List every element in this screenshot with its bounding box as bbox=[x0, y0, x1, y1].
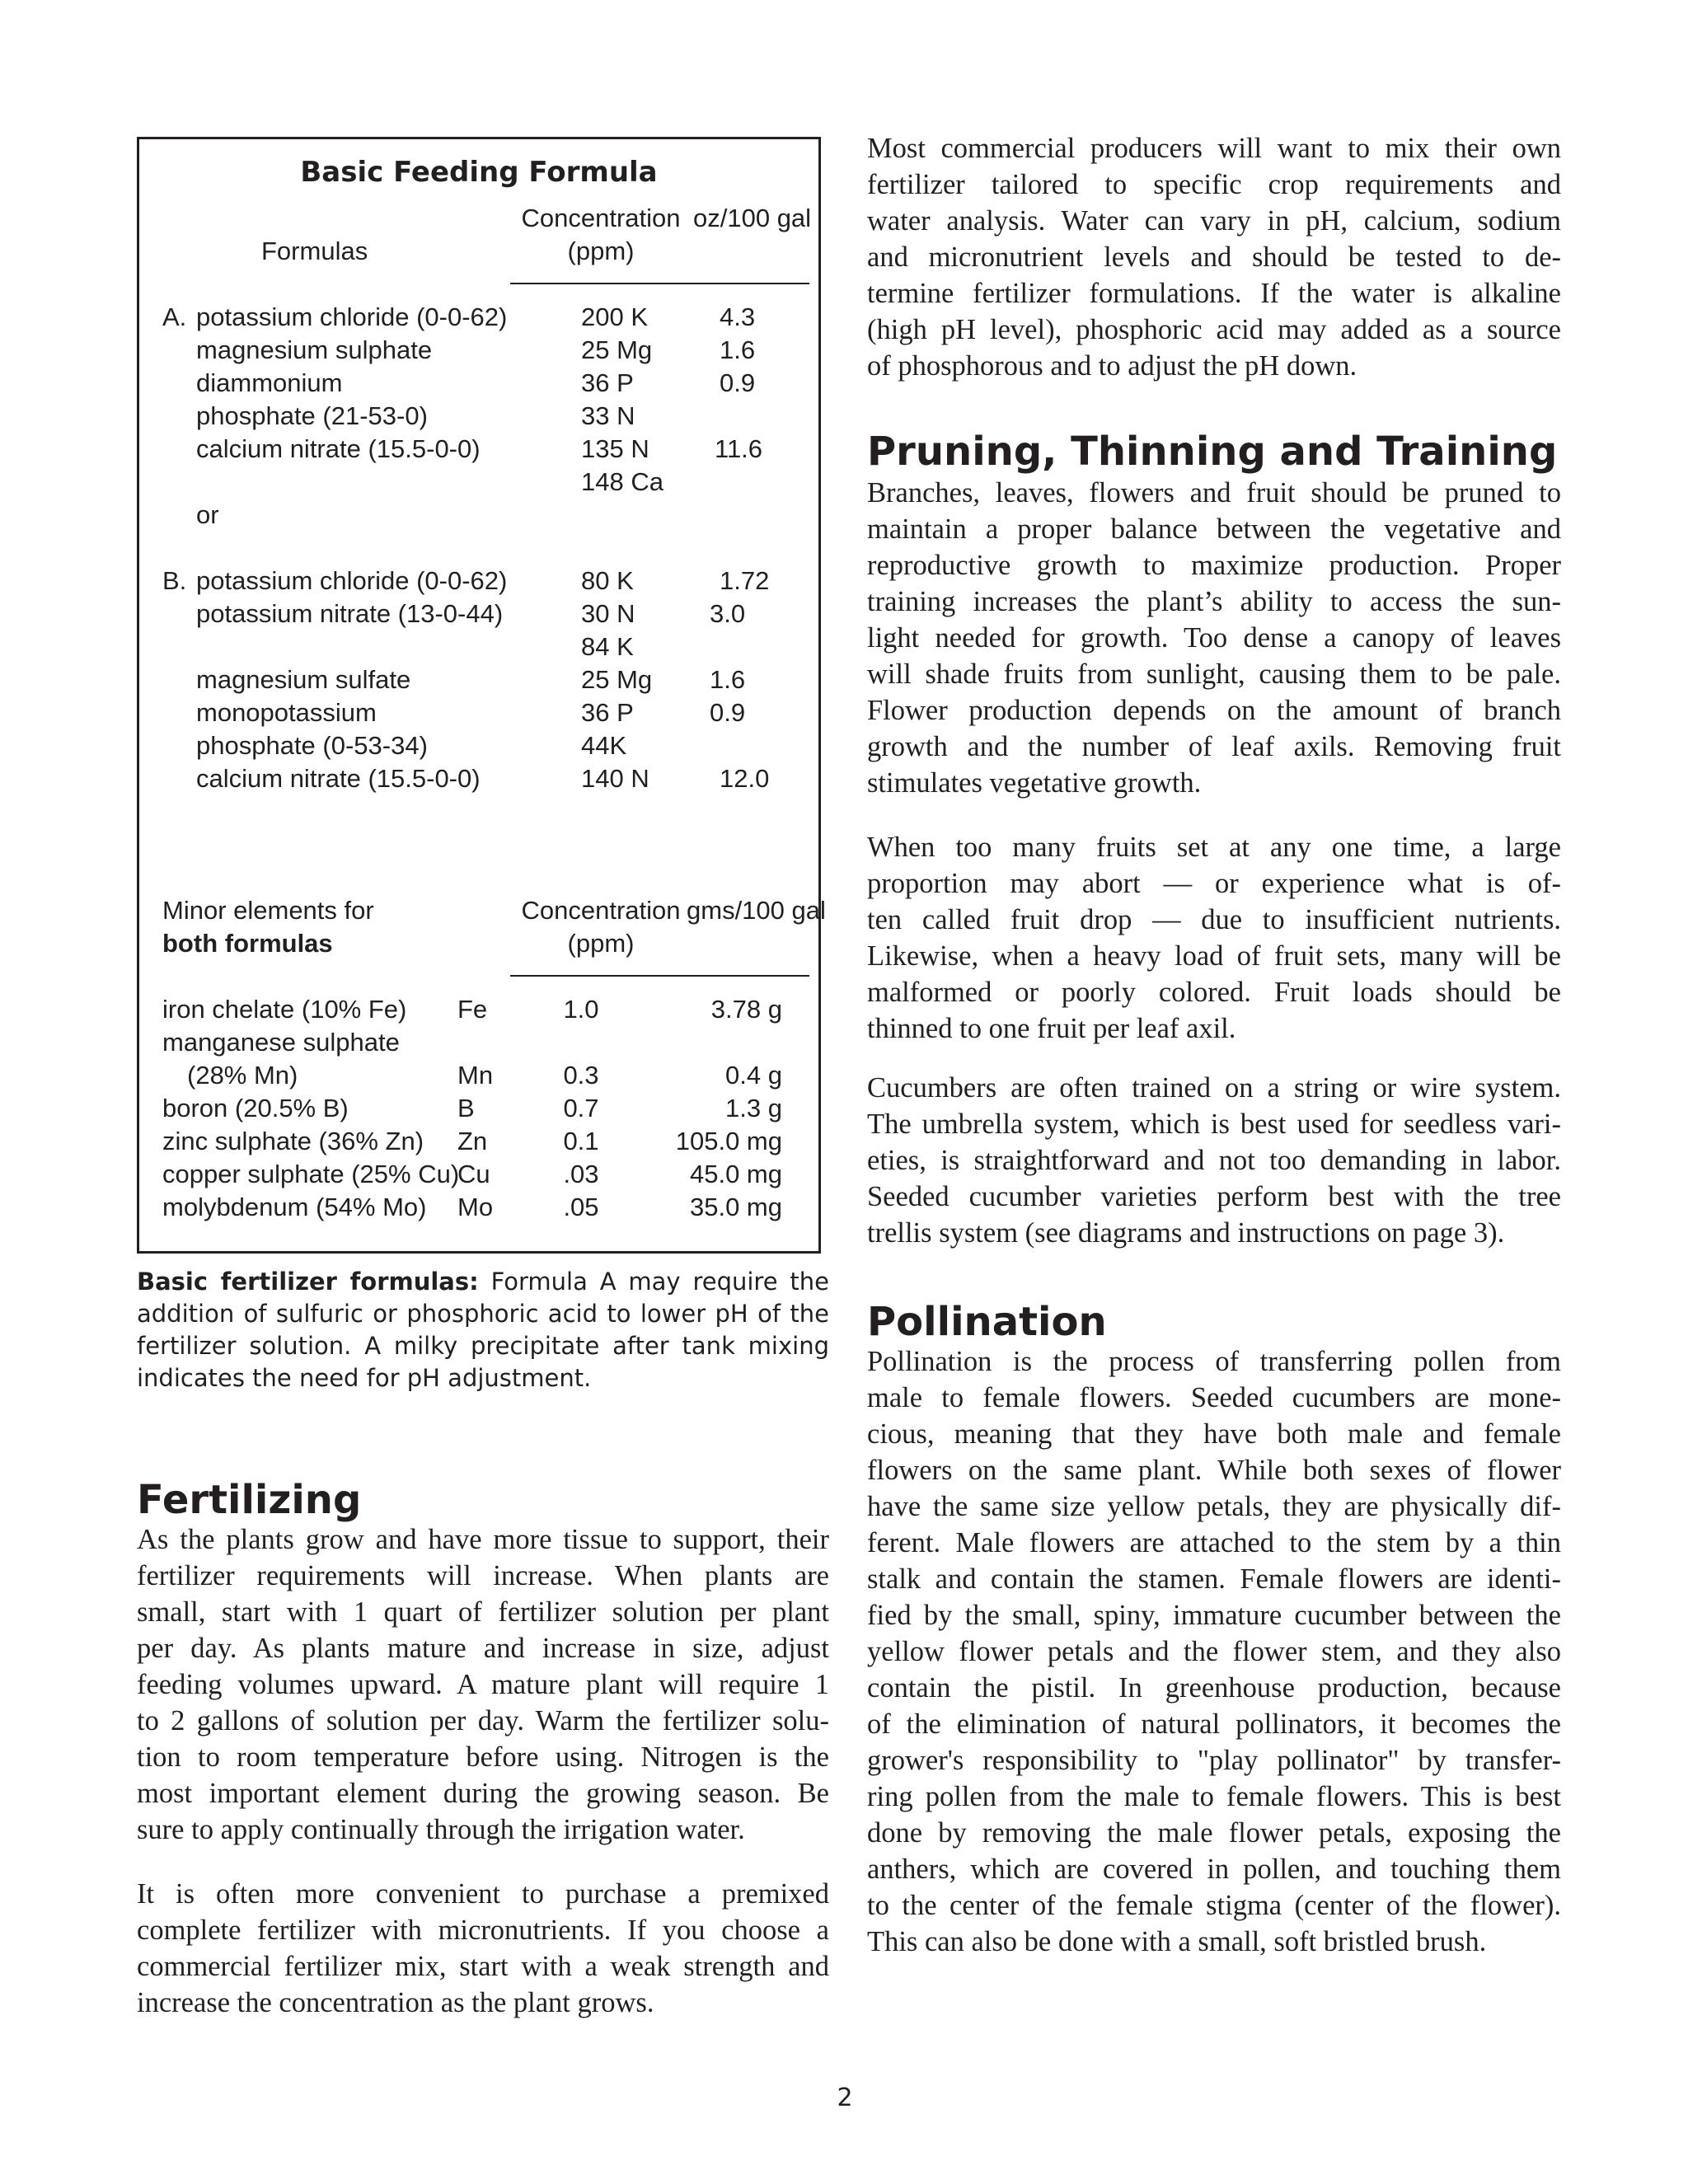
text-line: commercial fertilizer mix, start with a weak strength and bbox=[137, 1951, 829, 1982]
fertilizing-heading: Fertilizing bbox=[137, 1477, 362, 1523]
pruning-heading: Pruning, Thinning and Training bbox=[867, 429, 1558, 475]
pruning-paragraph-1 bbox=[867, 475, 1561, 801]
text-line: Branches, leaves, flowers and fruit should be pruned to bbox=[867, 477, 1561, 509]
ingredient-oz: 11.6 bbox=[715, 434, 763, 463]
text-line: grower's responsibility to "play pollinator" by transfer- bbox=[867, 1745, 1561, 1776]
ingredient-name: magnesium sulphate bbox=[196, 335, 433, 364]
text-line: increase the concentration as the plant grows. bbox=[137, 1987, 654, 2018]
minor-element-gms: 35.0 mg bbox=[689, 1193, 782, 1221]
ingredient-oz: 1.6 bbox=[710, 665, 746, 694]
table-title: Basic Feeding Formula bbox=[300, 156, 658, 189]
text-line: Seeded cucumber varieties perform best with the tree bbox=[867, 1181, 1561, 1212]
text-line: maintain a proper balance between the vegetative and bbox=[867, 513, 1561, 545]
ingredient-concentration: 84 K bbox=[581, 632, 634, 661]
page-number: 2 bbox=[837, 2083, 853, 2112]
text-line: thinned to one fruit per leaf axil. bbox=[867, 1013, 1236, 1044]
minor-element-gms: 0.4 g bbox=[725, 1061, 782, 1090]
text-line: most important element during the growing season. Be bbox=[137, 1778, 829, 1809]
minor-header-line1: Minor elements for bbox=[162, 896, 374, 925]
minor-element-symbol: Fe bbox=[457, 995, 488, 1024]
minor-element-symbol: B bbox=[457, 1094, 475, 1122]
ingredient-oz: 3.0 bbox=[710, 599, 746, 628]
text-line: have the same size yellow petals, they are physically dif- bbox=[867, 1491, 1561, 1522]
minor-element-symbol: Zn bbox=[457, 1127, 488, 1155]
text-line: done by removing the male flower petals, exposing the bbox=[867, 1817, 1561, 1849]
intro-paragraph bbox=[867, 130, 1561, 384]
text-line: growth and the number of leaf axils. Removing fruit bbox=[867, 731, 1561, 762]
minor-element-symbol: Mn bbox=[457, 1061, 494, 1090]
text-line: The umbrella system, which is best used for seedless vari- bbox=[867, 1108, 1561, 1140]
ingredient-oz: 0.9 bbox=[710, 698, 746, 727]
text-line: stimulates vegetative growth. bbox=[867, 767, 1202, 799]
minor-element-name: manganese sulphate bbox=[162, 1028, 400, 1057]
text-line: will shade fruits from sunlight, causing them to be pale. bbox=[867, 658, 1561, 690]
ingredient-name: potassium nitrate (13-0-44) bbox=[196, 599, 504, 628]
oz-header: oz/100 gal bbox=[693, 204, 812, 232]
ingredient-oz: 1.6 bbox=[720, 335, 756, 364]
ppm-header: (ppm) bbox=[567, 237, 635, 265]
pruning-paragraph-3 bbox=[867, 1070, 1561, 1251]
formula-b-label: B. bbox=[162, 566, 187, 595]
text-line: proportion may abort — or experience what is of- bbox=[867, 868, 1561, 899]
ingredient-concentration: 36 P bbox=[581, 698, 634, 727]
text-line: As the plants grow and have more tissue to support, their bbox=[137, 1524, 829, 1555]
text-line: training increases the plant’s ability to access the sun- bbox=[867, 586, 1561, 617]
text-line: trellis system (see diagrams and instructions on page 3). bbox=[867, 1217, 1505, 1249]
minor-element-name: copper sulphate (25% Cu) bbox=[162, 1160, 460, 1188]
text-line: per day. As plants mature and increase in size, adjust bbox=[137, 1633, 829, 1664]
text-line: fertilizer requirements will increase. When plants are bbox=[137, 1560, 829, 1591]
ingredient-concentration: 140 N bbox=[581, 764, 649, 793]
text-line: ferent. Male flowers are attached to the stem by a thin bbox=[867, 1527, 1561, 1558]
text-line: (high pH level), phosphoric acid may added as a source bbox=[867, 314, 1561, 345]
ingredient-oz: 1.72 bbox=[720, 566, 770, 595]
ingredient-concentration: 30 N bbox=[581, 599, 635, 628]
minor-element-name: boron (20.5% B) bbox=[162, 1094, 349, 1122]
text-line: When too many fruits set at any one time, a large bbox=[867, 832, 1561, 863]
text-line: complete fertilizer with micronutrients. If you choose a bbox=[137, 1915, 829, 1946]
ingredient-concentration: 36 P bbox=[581, 368, 634, 397]
concentration-header: Concentration bbox=[521, 204, 681, 232]
table-caption bbox=[137, 1266, 829, 1394]
text-line: Likewise, when a heavy load of fruit sets, many will be bbox=[867, 940, 1561, 972]
text-line: Most commercial producers will want to mix their own bbox=[867, 133, 1561, 164]
fertilizing-paragraph-1 bbox=[137, 1521, 829, 1848]
minor-element-symbol: Cu bbox=[457, 1160, 490, 1188]
ingredient-concentration: 33 N bbox=[581, 401, 635, 430]
text-line: malformed or poorly colored. Fruit loads should be bbox=[867, 977, 1561, 1008]
ingredient-name: potassium chloride (0-0-62) bbox=[196, 302, 508, 331]
text-line: sure to apply continually through the irrigation water. bbox=[137, 1814, 745, 1845]
text-line: reproductive growth to maximize production. Proper bbox=[867, 550, 1561, 581]
text-line: light needed for growth. Too dense a canopy of leaves bbox=[867, 622, 1561, 654]
text-line: It is often more convenient to purchase a premixed bbox=[137, 1878, 829, 1910]
ingredient-name: phosphate (0-53-34) bbox=[196, 731, 428, 760]
minor-element-gms: 105.0 mg bbox=[675, 1127, 782, 1155]
pruning-paragraph-2 bbox=[867, 829, 1561, 1047]
ingredient-name: phosphate (21-53-0) bbox=[196, 401, 428, 430]
text-line: This can also be done with a small, soft bristled brush. bbox=[867, 1926, 1487, 1957]
minor-element-name: molybdenum (54% Mo) bbox=[162, 1193, 427, 1221]
formula-a-label: A. bbox=[162, 302, 187, 331]
text-line: tion to room temperature before using. Nitrogen is the bbox=[137, 1741, 829, 1773]
ingredient-concentration: 200 K bbox=[581, 302, 649, 331]
minor-element-concentration: .03 bbox=[563, 1160, 599, 1188]
minor-element-gms: 45.0 mg bbox=[689, 1160, 782, 1188]
text-line: stalk and contain the stamen. Female flowers are identi- bbox=[867, 1563, 1561, 1595]
text-line: termine fertilizer formulations. If the water is alkaline bbox=[867, 278, 1561, 309]
text-line: to 2 gallons of solution per day. Warm the fertilizer solu- bbox=[137, 1705, 829, 1736]
pollination-heading: Pollination bbox=[867, 1299, 1107, 1345]
fertilizing-paragraph-2 bbox=[137, 1876, 829, 2021]
text-line: and micronutrient levels and should be tested to de- bbox=[867, 241, 1561, 273]
or-label: or bbox=[196, 500, 219, 529]
minor-element-name: iron chelate (10% Fe) bbox=[162, 995, 407, 1024]
formulas-header: Formulas bbox=[261, 237, 368, 265]
text-line: small, start with 1 quart of fertilizer solution per plant bbox=[137, 1596, 829, 1628]
ingredient-name: magnesium sulfate bbox=[196, 665, 411, 694]
text-line: ten called fruit drop — due to insufficient nutrients. bbox=[867, 904, 1561, 935]
minor-header-line2: both formulas bbox=[162, 929, 333, 958]
minor-element-name: (28% Mn) bbox=[187, 1061, 298, 1090]
text-line: fied by the small, spiny, immature cucumber between the bbox=[867, 1600, 1561, 1631]
feeding-formula-table bbox=[137, 137, 826, 1254]
minor-element-gms: 3.78 g bbox=[710, 995, 782, 1024]
ingredient-concentration: 44K bbox=[581, 731, 627, 760]
pollination-paragraph bbox=[867, 1343, 1561, 1960]
text-line: Flower production depends on the amount of branch bbox=[867, 695, 1561, 726]
text-line: fertilizer tailored to specific crop requirements and bbox=[867, 169, 1561, 200]
minor-element-concentration: 0.1 bbox=[563, 1127, 599, 1155]
text-line: contain the pistil. In greenhouse production, because bbox=[867, 1672, 1561, 1704]
text-line: feeding volumes upward. A mature plant will require 1 bbox=[137, 1669, 829, 1700]
header-rule bbox=[510, 283, 809, 284]
ingredient-oz: 0.9 bbox=[720, 368, 756, 397]
text-line: cious, meaning that they have both male and female bbox=[867, 1418, 1561, 1450]
ingredient-concentration: 80 K bbox=[581, 566, 634, 595]
ingredient-concentration: 135 N bbox=[581, 434, 649, 463]
minor-element-symbol: Mo bbox=[457, 1193, 494, 1221]
text-line: Pollination is the process of transferring pollen from bbox=[867, 1346, 1561, 1377]
ingredient-name: calcium nitrate (15.5-0-0) bbox=[196, 434, 481, 463]
caption-text: Formula A may require the addition of sulfuric or phosphoric acid to lower pH of the fertilizer solution. A milky precipitate after tank mixing indicates the need for pH adjustment. bbox=[137, 1268, 829, 1392]
text-line: ring pollen from the male to female flowers. This is best bbox=[867, 1781, 1561, 1812]
text-line: of the elimination of natural pollinators, it becomes the bbox=[867, 1708, 1561, 1740]
text-line: water analysis. Water can vary in pH, calcium, sodium bbox=[867, 205, 1561, 237]
text-line: flowers on the same plant. While both sexes of flower bbox=[867, 1455, 1561, 1486]
caption-bold: Basic fertilizer formulas: bbox=[137, 1268, 479, 1296]
minor-element-name: zinc sulphate (36% Zn) bbox=[162, 1127, 424, 1155]
text-line: male to female flowers. Seeded cucumbers are mone- bbox=[867, 1382, 1561, 1413]
ingredient-name: diammonium bbox=[196, 368, 343, 397]
minor-element-concentration: .05 bbox=[563, 1193, 599, 1221]
minor-ppm-header: (ppm) bbox=[567, 929, 635, 958]
text-line: to the center of the female stigma (center of the flower). bbox=[867, 1890, 1561, 1921]
text-line: of phosphorous and to adjust the pH down. bbox=[867, 350, 1357, 382]
ingredient-concentration: 25 Mg bbox=[581, 665, 653, 694]
gms-header: gms/100 gal bbox=[687, 896, 826, 925]
minor-element-concentration: 0.7 bbox=[563, 1094, 599, 1122]
ingredient-oz: 4.3 bbox=[720, 302, 756, 331]
text-line: anthers, which are covered in pollen, and touching them bbox=[867, 1854, 1561, 1885]
text-line: Cucumbers are often trained on a string or wire system. bbox=[867, 1072, 1561, 1104]
minor-element-concentration: 1.0 bbox=[563, 995, 599, 1024]
ingredient-concentration: 148 Ca bbox=[581, 467, 663, 496]
ingredient-name: calcium nitrate (15.5-0-0) bbox=[196, 764, 481, 793]
ingredient-name: monopotassium bbox=[196, 698, 377, 727]
minor-element-gms: 1.3 g bbox=[725, 1094, 782, 1122]
minor-concentration-header: Concentration bbox=[521, 896, 681, 925]
ingredient-name: potassium chloride (0-0-62) bbox=[196, 566, 508, 595]
ingredient-oz: 12.0 bbox=[720, 764, 770, 793]
minor-element-concentration: 0.3 bbox=[563, 1061, 599, 1090]
ingredient-concentration: 25 Mg bbox=[581, 335, 653, 364]
minor-header-rule bbox=[510, 975, 809, 977]
text-line: eties, is straightforward and not too demanding in labor. bbox=[867, 1145, 1561, 1176]
text-line: yellow flower petals and the flower stem, and they also bbox=[867, 1636, 1561, 1667]
